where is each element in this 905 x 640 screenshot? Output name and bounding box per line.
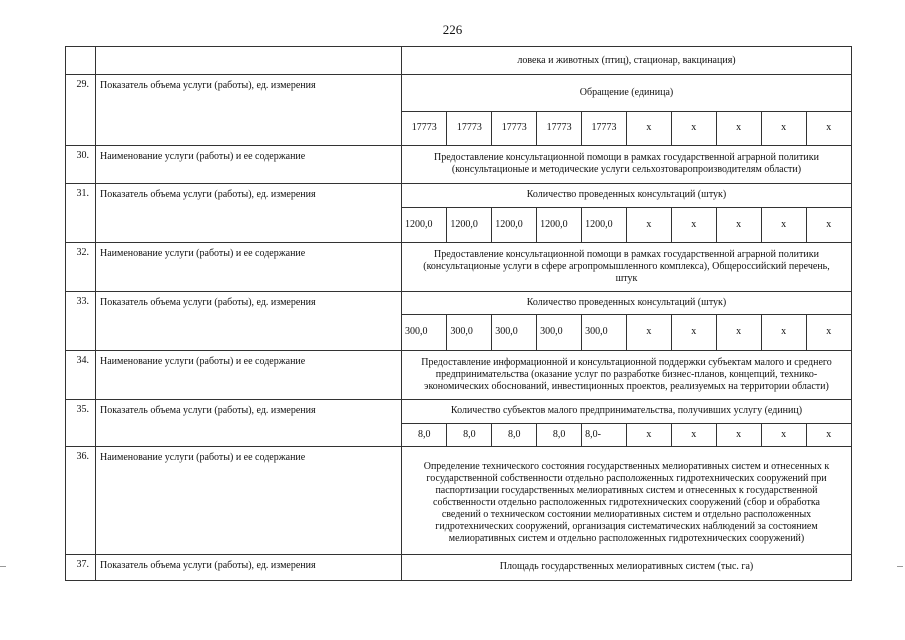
content-cell	[402, 400, 852, 447]
table-row	[66, 146, 852, 184]
row-number: 33.	[66, 292, 96, 351]
content-cell	[402, 47, 852, 75]
service-description: Предоставление консультационной помощи в рамках государственной аграрной политики (консультационые услуги в сфере агропромышленного комплекса), Общероссийский перечень, штук	[423, 249, 830, 284]
value-cell: 8,0-	[582, 423, 627, 446]
value-cell: 1200,0	[405, 218, 433, 230]
table-row	[66, 75, 852, 146]
table-row	[66, 292, 852, 351]
measure-heading: Количество проведенных консультаций (штук)	[402, 292, 851, 314]
service-description: Предоставление консультационной помощи в рамках государственной аграрной политики (консультационые и методические услуги сельхозтоваропроизводителям области)	[434, 152, 819, 175]
table-row	[66, 243, 852, 292]
value-cell: 300,0	[582, 314, 627, 350]
value-cell: 8,0	[492, 423, 537, 446]
table-row	[66, 351, 852, 400]
content-cell	[402, 351, 852, 400]
value-cell: х	[806, 314, 851, 350]
value-cell: х	[671, 207, 716, 242]
service-description: Предоставление информационной и консультационной поддержки субъектам малого и среднего предпринимательства (оказание услуг по разработке бизнес-планов, концепций, технико-экономических обоснований, инвестиционных проектов, реализуемых на территории области)	[421, 357, 832, 392]
value-cell: 1200,0	[582, 207, 627, 242]
row-label: Показатель объема услуги (работы), ед. измерения	[96, 184, 402, 243]
value-cell: х	[761, 314, 806, 350]
measure-heading: Количество субъектов малого предпринимательства, получивших услугу (единиц)	[402, 400, 851, 423]
value-cell: х	[806, 207, 851, 242]
value-cell: 17773	[492, 111, 537, 145]
value-cell: 8,0	[447, 423, 492, 446]
content-cell	[402, 555, 852, 581]
row-label: Наименование услуги (работы) и ее содержание	[96, 447, 402, 555]
table-row	[66, 555, 852, 581]
row-number: 37.	[66, 555, 96, 581]
value-cell: х	[671, 111, 716, 145]
value-cell: 17773	[411, 122, 437, 134]
content-cell	[402, 243, 852, 292]
row-number: 36.	[66, 447, 96, 555]
services-table	[65, 46, 852, 581]
value-cell: х	[761, 207, 806, 242]
value-cell: х	[716, 423, 761, 446]
value-cell: х	[671, 314, 716, 350]
row-number: 30.	[66, 146, 96, 184]
value-cell: 300,0	[405, 326, 428, 338]
value-cell: х	[626, 111, 671, 145]
value-cell: х	[626, 207, 671, 242]
value-cell: х	[761, 111, 806, 145]
content-cell	[402, 447, 852, 555]
row-number: 34.	[66, 351, 96, 400]
value-cell: х	[626, 314, 671, 350]
value-cell: х	[806, 111, 851, 145]
scan-mark	[897, 566, 903, 567]
row-label: Показатель объема услуги (работы), ед. измерения	[96, 75, 402, 146]
empty-cell	[66, 47, 96, 75]
table-row	[66, 184, 852, 243]
value-cell: х	[806, 423, 851, 446]
content-cell	[402, 292, 852, 351]
value-cell: 8,0	[537, 423, 582, 446]
value-cell: 8,0	[417, 428, 431, 440]
empty-cell	[96, 47, 402, 75]
value-cell: 17773	[582, 111, 627, 145]
value-cell: х	[626, 423, 671, 446]
row-label: Показатель объема услуги (работы), ед. измерения	[96, 292, 402, 351]
table-row-continuation	[66, 47, 852, 75]
value-cell: 17773	[447, 111, 492, 145]
content-cell	[402, 146, 852, 184]
table-row	[66, 447, 852, 555]
continuation-text: ловека и животных (птиц), стационар, вакцинация)	[517, 55, 736, 66]
table-row	[66, 400, 852, 447]
value-cell: х	[671, 423, 716, 446]
row-label: Наименование услуги (работы) и ее содержание	[96, 243, 402, 292]
service-description: Определение технического состояния государственных мелиоративных систем и отнесенных к государственной собственности отдельно расположенных гидротехнических сооружений при паспортизации государственных мелиоративных систем и отнесенных к государственной собственности отдельно расположенных гидротехнических сооружений (сбор и обработка сведений о техническом состоянии мелиоративных систем и отдельно расположенных гидротехнических сооружений, организация систематических наблюдений за состоянием мелиоративных систем и отдельно расположенных гидротехнических сооружений)	[423, 461, 830, 544]
row-number: 29.	[66, 75, 96, 146]
measure-heading: Количество проведенных консультаций (штук)	[402, 184, 851, 207]
value-cell: х	[716, 111, 761, 145]
value-cell: 1200,0	[537, 207, 582, 242]
value-cell: 17773	[537, 111, 582, 145]
value-cell: 300,0	[492, 314, 537, 350]
scan-mark	[0, 566, 6, 567]
value-cell: 300,0	[447, 314, 492, 350]
row-label: Показатель объема услуги (работы), ед. измерения	[96, 555, 402, 581]
row-label: Наименование услуги (работы) и ее содержание	[96, 351, 402, 400]
row-label: Показатель объема услуги (работы), ед. измерения	[96, 400, 402, 447]
measure-heading: Обращение (единица)	[402, 75, 851, 111]
value-cell: х	[716, 207, 761, 242]
content-cell	[402, 75, 852, 146]
content-cell	[402, 184, 852, 243]
value-cell: х	[716, 314, 761, 350]
row-label: Наименование услуги (работы) и ее содержание	[96, 146, 402, 184]
value-cell: 1200,0	[492, 207, 537, 242]
value-cell: 1200,0	[447, 207, 492, 242]
measure-heading: Площадь государственных мелиоративных систем (тыс. га)	[499, 561, 754, 572]
row-number: 31.	[66, 184, 96, 243]
page-number: 226	[442, 22, 463, 37]
value-cell: х	[761, 423, 806, 446]
value-cell: 300,0	[537, 314, 582, 350]
row-number: 35.	[66, 400, 96, 447]
row-number: 32.	[66, 243, 96, 292]
